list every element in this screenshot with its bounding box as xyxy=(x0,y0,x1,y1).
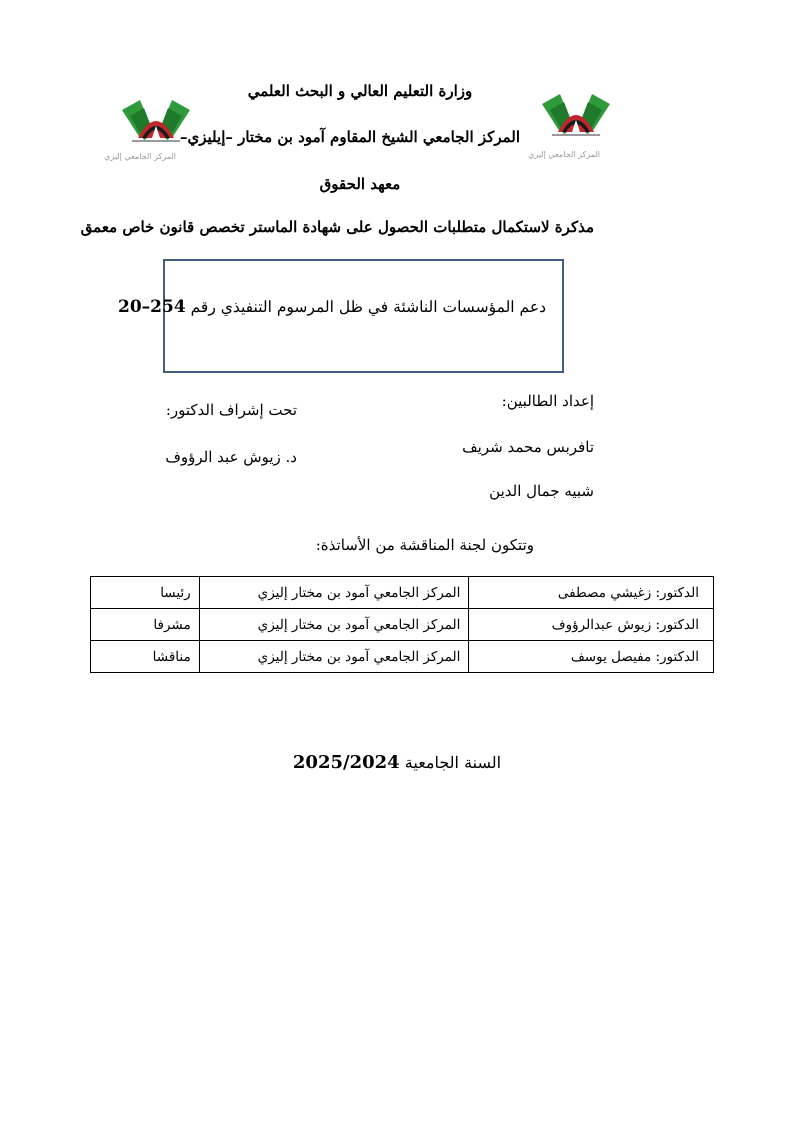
member-institution: المركز الجامعي آمود بن مختار إليزي xyxy=(199,577,469,609)
table-row xyxy=(91,577,714,609)
committee-table xyxy=(90,576,714,673)
member-name: الدكتور: مفيصل يوسف xyxy=(469,641,714,673)
ministry-name: وزارة التعليم العالي و البحث العلمي xyxy=(247,82,473,100)
member-role: مناقشا xyxy=(91,641,200,673)
supervisor-label: تحت إشراف الدكتور: xyxy=(165,401,297,419)
student-name: شبيه جمال الدين xyxy=(489,482,594,500)
supervisor-name: د. زيوش عبد الرؤوف xyxy=(165,448,297,466)
university-center-name: المركز الجامعي الشيخ المقاوم آمود بن مختار –إيليزي– xyxy=(180,128,520,146)
member-institution: المركز الجامعي آمود بن مختار إليزي xyxy=(199,641,469,673)
thesis-title-box xyxy=(118,259,564,373)
member-role: رئيسا xyxy=(91,577,200,609)
thesis-title xyxy=(118,297,546,317)
member-name: الدكتور: زيوش عبدالرؤوف xyxy=(469,609,714,641)
member-name: الدكتور: زغيشي مصطفى xyxy=(469,577,714,609)
table-row xyxy=(91,641,714,673)
table-row xyxy=(91,609,714,641)
committee-intro: وتتكون لجنة المناقشة من الأساتذة: xyxy=(315,536,534,554)
students-label: إعداد الطالبين: xyxy=(501,392,594,410)
logo-caption: المركز الجامعي إليزي xyxy=(528,150,600,159)
institute-name: معهد الحقوق xyxy=(319,175,401,193)
decree-number: 20–254 xyxy=(118,297,186,317)
memo-purpose: مذكرة لاستكمال متطلبات الحصول على شهادة الماستر تخصص قانون خاص معمق xyxy=(80,218,594,236)
logo-caption: المركز الجامعي إليزي xyxy=(104,152,176,161)
thesis-title-text: دعم المؤسسات الناشئة في ظل المرسوم التنفيذي رقم xyxy=(190,298,546,316)
university-logo-right xyxy=(528,90,614,162)
academic-year-label: السنة الجامعية xyxy=(404,753,502,772)
member-role: مشرفا xyxy=(91,609,200,641)
member-institution: المركز الجامعي آمود بن مختار إليزي xyxy=(199,609,469,641)
student-name: تافربس محمد شريف xyxy=(462,438,594,456)
academic-year-value: 2025/2024 xyxy=(292,752,400,773)
academic-year xyxy=(0,752,794,773)
